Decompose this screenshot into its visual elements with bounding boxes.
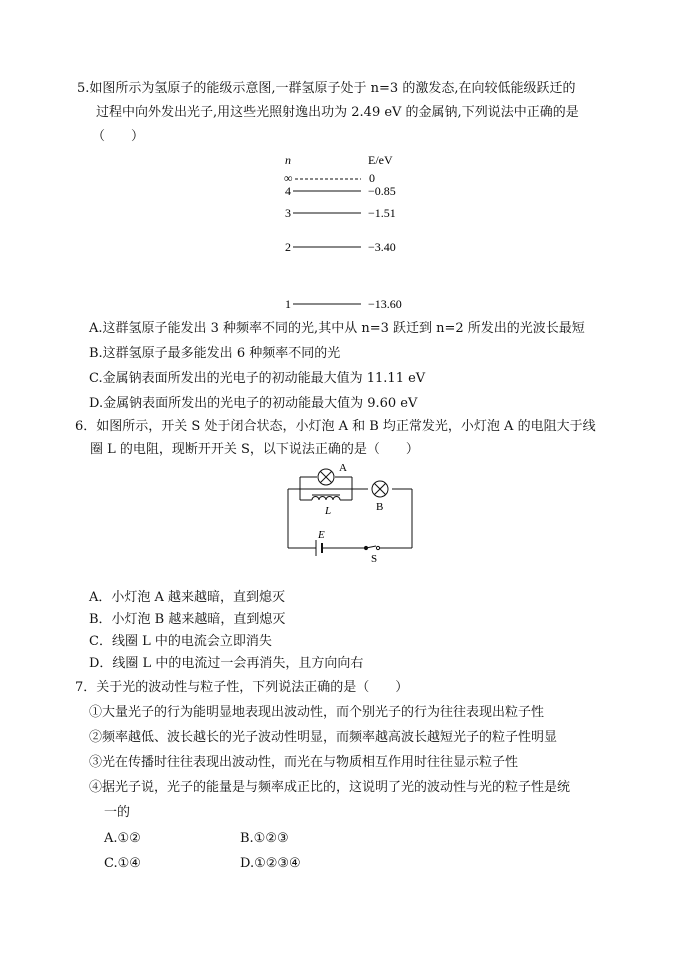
q7-choice-c: C.①④ <box>104 856 141 871</box>
q6-option-c: C．线圈 L 中的电流会立即消失 <box>89 634 272 649</box>
q5-option-c: C.金属钠表面所发出的光电子的初动能最大值为 11.11 eV <box>89 371 426 386</box>
q5-answer-blank: （ ） <box>92 129 145 144</box>
q5-option-d: D.金属钠表面所发出的光电子的初动能最大值为 9.60 eV <box>89 396 418 411</box>
level-e-3: −1.51 <box>368 206 396 220</box>
level-e-1: −13.60 <box>368 297 402 311</box>
level-e-2: −3.40 <box>368 240 396 254</box>
level-n-1: 1 <box>285 297 291 311</box>
q6-option-d: D．线圈 L 中的电流过一会再消失，且方向向右 <box>89 656 364 671</box>
q7-choice-b: B.①②③ <box>240 831 289 846</box>
switch-s-label: S <box>371 553 378 565</box>
switch-contact-right <box>376 546 379 549</box>
q7-statement-4: ④据光子说，光子的能量是与频率成正比的，这说明了光的波动性与光的粒子性是统 <box>89 780 571 795</box>
q7-statement-2: ②频率越低、波长越长的光子波动性明显，而频率越高波长越短光子的粒子性明显 <box>89 730 558 745</box>
battery-e-label: E <box>318 529 325 541</box>
level-e-infinity: 0 <box>369 171 375 185</box>
q6-stem-line2: 圈 L 的电阻，现断开开关 S，以下说法正确的是（ ） <box>90 442 419 457</box>
circuit-diagram <box>288 469 412 556</box>
lamp-a-label: A <box>339 462 347 474</box>
level-n-3: 3 <box>285 206 291 220</box>
q6-stem-line1: 6．如图所示，开关 S 处于闭合状态，小灯泡 A 和 B 均正常发光，小灯泡 A 的电阻大于线 <box>75 419 596 434</box>
q6-option-a: A．小灯泡 A 越来越暗，直到熄灭 <box>89 590 286 605</box>
q5-stem-line1: 5.如图所示为氢原子的能级示意图,一群氢原子处于 n=3 的激发态,在向较低能级跃迁的 <box>77 81 576 96</box>
energy-axis-label: E/eV <box>368 153 393 167</box>
n-axis-label: n <box>285 153 291 167</box>
q7-statement-4-cont: 一的 <box>104 805 131 820</box>
q6-option-b: B．小灯泡 B 越来越暗，直到熄灭 <box>89 612 286 627</box>
q7-stem: 7．关于光的波动性与粒子性，下列说法正确的是（ ） <box>75 680 409 695</box>
q7-statement-3: ③光在传播时往往表现出波动性，而光在与物质相互作用时往往显示粒子性 <box>89 755 519 770</box>
q7-statement-1: ①大量光子的行为能明显地表现出波动性，而个别光子的行为往往表现出粒子性 <box>89 705 545 720</box>
q5-option-a: A.这群氢原子能发出 3 种频率不同的光,其中从 n=3 跃迁到 n=2 所发出的光波长最短 <box>89 321 585 336</box>
level-n-infinity: ∞ <box>284 171 293 185</box>
coil-l-label: L <box>325 505 332 517</box>
level-e-4: −0.85 <box>368 184 396 198</box>
lamp-b-label: B <box>376 501 384 513</box>
q5-option-b: B.这群氢原子最多能发出 6 种频率不同的光 <box>89 346 341 361</box>
coil-l-symbol <box>312 497 340 501</box>
q7-choice-d: D.①②③④ <box>240 856 301 871</box>
q7-choice-a: A.①② <box>104 831 141 846</box>
q5-stem-line2: 过程中向外发出光子,用这些光照射逸出功为 2.49 eV 的金属钠,下列说法中正确的是 <box>96 105 579 120</box>
level-n-2: 2 <box>285 240 291 254</box>
level-n-4: 4 <box>285 184 291 198</box>
